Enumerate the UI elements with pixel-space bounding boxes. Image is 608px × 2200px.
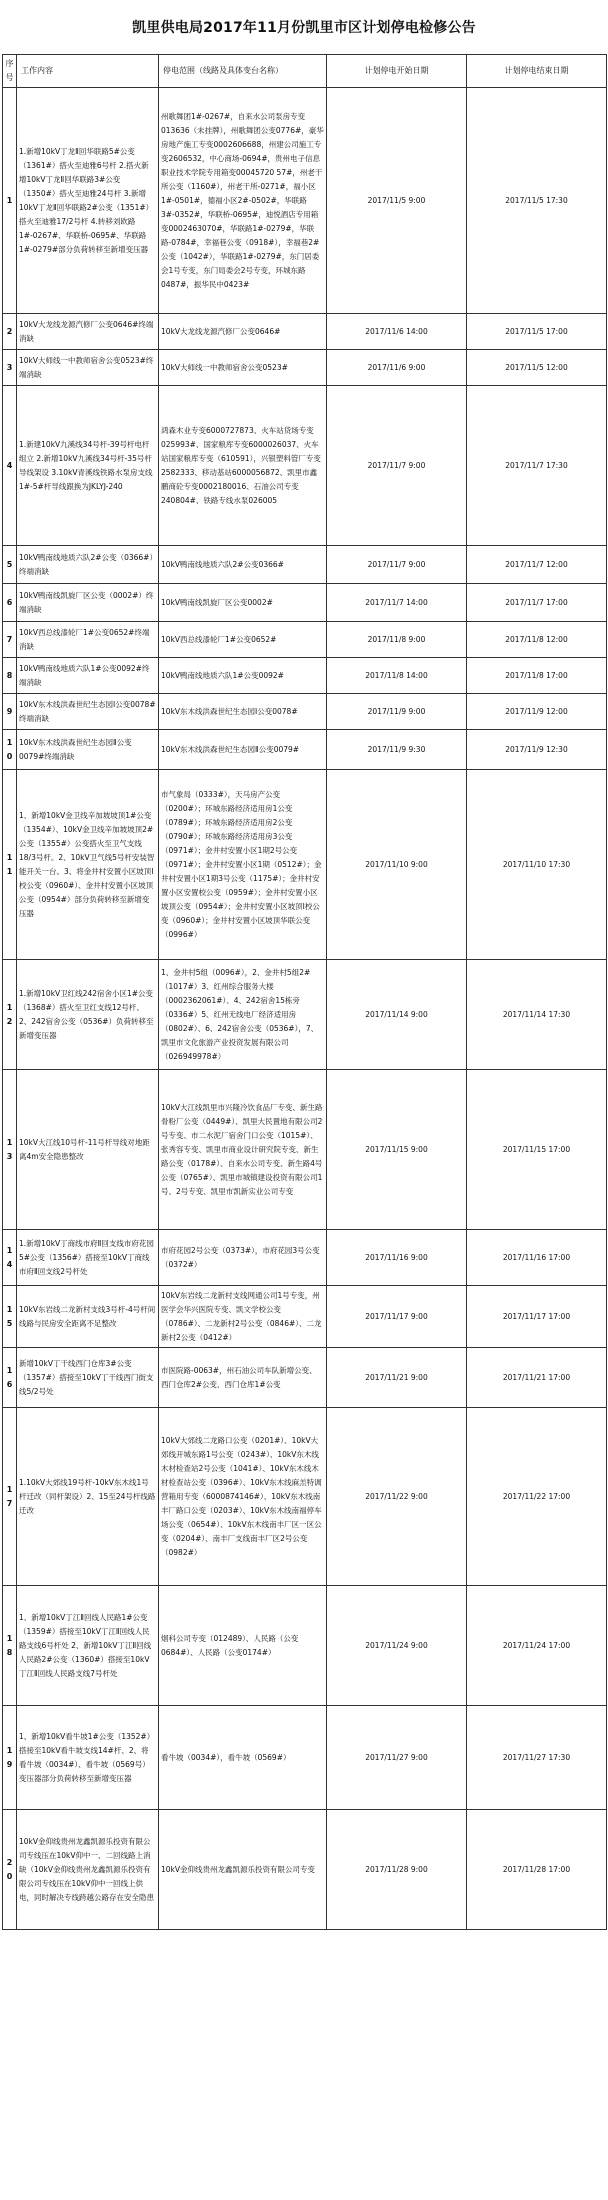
row-scope: 市府花园2号公变（0373#），市府花园3号公变（0372#） bbox=[159, 1230, 327, 1286]
row-scope: 10kV大师线一中教师宿舍公变0523# bbox=[159, 350, 327, 386]
row-seq: 12 bbox=[3, 960, 17, 1070]
outage-schedule-table bbox=[2, 54, 607, 1930]
table-row bbox=[3, 770, 607, 960]
row-seq: 15 bbox=[3, 1286, 17, 1348]
row-start: 2017/11/8 9:00 bbox=[327, 622, 467, 658]
row-scope: 烟科公司专变（012489）、人民路（公变0684#）、人民路（公变0174#） bbox=[159, 1586, 327, 1706]
row-start: 2017/11/28 9:00 bbox=[327, 1810, 467, 1930]
row-end: 2017/11/24 17:00 bbox=[467, 1586, 607, 1706]
header-scope: 停电范围（线路及具体变台名称） bbox=[159, 55, 327, 88]
row-end: 2017/11/7 17:30 bbox=[467, 386, 607, 546]
row-end: 2017/11/21 17:00 bbox=[467, 1348, 607, 1408]
row-scope: 10kV东岩线二龙新村支线网通公司1号专变，州医学会华兴医院专变、凯文学校公变（0786#）、二龙新村2号公变（0846#）、二龙新村2公变（0412#） bbox=[159, 1286, 327, 1348]
notice-title: 凯里供电局2017年11月份凯里市区计划停电检修公告 bbox=[132, 20, 476, 36]
row-scope: 10kV东木线洪森世纪生态园Ⅰ公变0078# bbox=[159, 694, 327, 730]
row-seq: 20 bbox=[3, 1810, 17, 1930]
row-work: 1、新增10kV丁江Ⅱ回线人民路1#公变（1359#）搭接至10kV丁江Ⅱ回线人民路支线6号杆处 2、新增10kV丁江Ⅱ回线人民路2#公变（1360#）搭接至10kV丁江Ⅱ回线人民路支线7号杆处 bbox=[17, 1586, 159, 1706]
row-start: 2017/11/6 9:00 bbox=[327, 350, 467, 386]
row-seq: 16 bbox=[3, 1348, 17, 1408]
row-start: 2017/11/7 14:00 bbox=[327, 584, 467, 622]
table-row bbox=[3, 1230, 607, 1286]
row-end: 2017/11/9 12:00 bbox=[467, 694, 607, 730]
row-work: 10kV东木线洪森世纪生态园Ⅰ公变0078#终端消缺 bbox=[17, 694, 159, 730]
row-scope: 州歌舞团1#-0267#，自来水公司泵房专变013636（未挂牌），州歌舞团公变0776#，豪华房地产施工专变0002606688，州建公司施工专变2606532，中心商场-0694#，贵州电子信息职业技术学院专用箱变00045720 57#，州老干所公变（1160#），州老干所-0271#，福小区1#-0501#，德福小区2#-0502#，华联路3#-0352#，华联桥-0695#，迪悦酒店专用箱变0002463070#，华联路1#-0279#，华联路-0784#，幸福巷公变（0918#），幸福巷2#公变（1042#），华联路1#-0279#，东门居委会1号专变，东门局委会2号专变，环城东路0487#，振华民中0423# bbox=[159, 88, 327, 314]
row-scope: 10kV鸭南线地质六队1#公变0092# bbox=[159, 658, 327, 694]
row-seq: 5 bbox=[3, 546, 17, 584]
row-work: 10kV金仰线贵州龙鑫凯源乐投资有限公司专线压在10kV仰中一、二回线路上消缺（10kV金仰线贵州龙鑫凯源乐投资有限公司专线压在10kV仰中一回线上供电，同时解决专线跨越公路存在安全隐患 bbox=[17, 1810, 159, 1930]
row-end: 2017/11/28 17:00 bbox=[467, 1810, 607, 1930]
row-seq: 8 bbox=[3, 658, 17, 694]
row-end: 2017/11/15 17:00 bbox=[467, 1070, 607, 1230]
row-seq: 14 bbox=[3, 1230, 17, 1286]
row-start: 2017/11/9 9:00 bbox=[327, 694, 467, 730]
row-end: 2017/11/8 12:00 bbox=[467, 622, 607, 658]
row-seq: 2 bbox=[3, 314, 17, 350]
row-scope: 10kV大龙线龙源汽修厂公变0646# bbox=[159, 314, 327, 350]
row-work: 1、新增10kV看牛坡1#公变（1352#）搭接至10kV看牛坡支线14#杆、2、将看牛坡（0034#）、看牛坡（0569号）变压器部分负荷转移至新增变压器 bbox=[17, 1706, 159, 1810]
header-start: 计划停电开始日期 bbox=[327, 55, 467, 88]
row-start: 2017/11/6 14:00 bbox=[327, 314, 467, 350]
row-start: 2017/11/15 9:00 bbox=[327, 1070, 467, 1230]
row-start: 2017/11/16 9:00 bbox=[327, 1230, 467, 1286]
row-work: 10kV鸭南线凯旋厂区公变（0002#）终端消缺 bbox=[17, 584, 159, 622]
row-scope: 10kV金仰线贵州龙鑫凯源乐投资有限公司专变 bbox=[159, 1810, 327, 1930]
row-scope: 10kV鸭南线凯旋厂区公变0002# bbox=[159, 584, 327, 622]
row-work: 10kV东岩线二龙新村支线3号杆-4号杆间线路与民房安全距离不足整改 bbox=[17, 1286, 159, 1348]
table-row bbox=[3, 1070, 607, 1230]
row-scope: 1、金井村5组（0096#），2、金井村5组2#（1017#）3、红州综合服务大楼（0002362061#）、4、242宿舍15栋旁（0336#）5、红州无线电厂经济适用房（0802#）、6、242宿舍公变（0536#），7、凯里市文化旅游产业投资发展有限公司（026949978#） bbox=[159, 960, 327, 1070]
table-row bbox=[3, 622, 607, 658]
table-row bbox=[3, 658, 607, 694]
row-scope: 10kV大郊线二龙路口公变（0201#）、10kV大郊线开城东路1号公变（0243#）、10kV东木线木材检查站2号公变（1041#）、10kV东木线木材检查站公变（0396#）、10kV东木线麻羔特调营箱用专变（6000874146#）、10kV东木线南丰厂路口公变（0203#）、10kV东木线南福停车场公变（0654#）、10kV东木线南丰厂区一区公变（0204#）、南丰厂支线南丰厂区2号公变（0982#） bbox=[159, 1408, 327, 1586]
row-start: 2017/11/24 9:00 bbox=[327, 1586, 467, 1706]
table-row bbox=[3, 584, 607, 622]
row-start: 2017/11/10 9:00 bbox=[327, 770, 467, 960]
row-work: 10kV东木线洪森世纪生态园Ⅱ公变0079#终端消缺 bbox=[17, 730, 159, 770]
row-work: 1、新增10kV金卫线辛加坡坡顶1#公变（1354#）、10kV金卫线辛加坡坡顶2#公变（1355#）公变搭火至卫气支线18/3号杆。2、10kV卫气线5号杆安装智能开关一台。3、将金井村安置小区坡顶Ⅰ校公变（0960#）、金井村安置小区坡顶公变（0954#）部分负荷转移至新增变压器 bbox=[17, 770, 159, 960]
row-end: 2017/11/5 17:00 bbox=[467, 314, 607, 350]
row-work: 10kV西总线漆轮厂1#公变0652#终端消缺 bbox=[17, 622, 159, 658]
row-start: 2017/11/22 9:00 bbox=[327, 1408, 467, 1586]
row-work: 1.新增10kV卫红线242宿舍小区1#公变（1368#）搭火至卫红支线12号杆、2、242宿舍公变（0536#）负荷转移至新增变压器 bbox=[17, 960, 159, 1070]
row-start: 2017/11/27 9:00 bbox=[327, 1706, 467, 1810]
row-seq: 9 bbox=[3, 694, 17, 730]
row-work: 10kV大江线10号杆-11号杆导线对地距离4m安全隐患整改 bbox=[17, 1070, 159, 1230]
row-end: 2017/11/22 17:00 bbox=[467, 1408, 607, 1586]
row-end: 2017/11/27 17:30 bbox=[467, 1706, 607, 1810]
row-scope: 10kV大江线凯里市兴隆冷饮食品厂专变、新生路骨粉厂公变（0449#）、凯里大民置地有限公司2号专变、市二水泥厂宿舍门口公变（1015#）、张秀容专变、凯里市商业设计研究院专变、新生路公变（0178#）、自来水公司专变、新生路4号公变（0765#）、凯里市城镇建设投资有限公司1号、2号专变、凯里市凯新实业公司专变 bbox=[159, 1070, 327, 1230]
table-row bbox=[3, 386, 607, 546]
table-row bbox=[3, 694, 607, 730]
row-end: 2017/11/14 17:30 bbox=[467, 960, 607, 1070]
table-row bbox=[3, 730, 607, 770]
row-work: 1.新增10kV丁商线市府Ⅱ回支线市府花园5#公变（1356#）搭接至10kV丁商线市府Ⅱ回支线2号杆处 bbox=[17, 1230, 159, 1286]
row-end: 2017/11/7 17:00 bbox=[467, 584, 607, 622]
table-row bbox=[3, 350, 607, 386]
row-scope: 10kV鸭南线地质六队2#公变0366# bbox=[159, 546, 327, 584]
row-seq: 1 bbox=[3, 88, 17, 314]
row-start: 2017/11/8 14:00 bbox=[327, 658, 467, 694]
row-scope: 鸿森木业专变6000727873、火车站货场专变025993#、国家粮库专变6000026037、火车站国家粮库专变（610591），兴银塑料管厂专变2582333、移动基站6000056872、凯里市鑫鹏商砼专变0002180016、石油公司专变240804#、铁路专线水泵026005 bbox=[159, 386, 327, 546]
row-seq: 3 bbox=[3, 350, 17, 386]
row-end: 2017/11/10 17:30 bbox=[467, 770, 607, 960]
row-work: 10kV鸭南线地质六队2#公变（0366#）终端消缺 bbox=[17, 546, 159, 584]
row-start: 2017/11/21 9:00 bbox=[327, 1348, 467, 1408]
header-end: 计划停电结束日期 bbox=[467, 55, 607, 88]
table-row bbox=[3, 1408, 607, 1586]
row-seq: 4 bbox=[3, 386, 17, 546]
row-seq: 6 bbox=[3, 584, 17, 622]
table-row bbox=[3, 1286, 607, 1348]
table-row bbox=[3, 1348, 607, 1408]
table-row bbox=[3, 1810, 607, 1930]
table-row bbox=[3, 88, 607, 314]
row-start: 2017/11/14 9:00 bbox=[327, 960, 467, 1070]
row-end: 2017/11/5 17:30 bbox=[467, 88, 607, 314]
row-start: 2017/11/17 9:00 bbox=[327, 1286, 467, 1348]
table-row bbox=[3, 960, 607, 1070]
row-end: 2017/11/7 12:00 bbox=[467, 546, 607, 584]
row-end: 2017/11/17 17:00 bbox=[467, 1286, 607, 1348]
row-work: 1.新建10kV九溪线34号杆-39号杆电杆组立 2.新增10kV九溪线34号杆-35号杆导线架设 3.10kV青溪线铁路水泵房支线1#-5#杆导线跟换为JKLYJ-240 bbox=[17, 386, 159, 546]
row-work: 10kV大师线一中教师宿舍公变0523#终端消缺 bbox=[17, 350, 159, 386]
row-start: 2017/11/5 9:00 bbox=[327, 88, 467, 314]
table-header-row bbox=[3, 55, 607, 88]
row-work: 10kV鸭南线地质六队1#公变0092#终端消缺 bbox=[17, 658, 159, 694]
row-scope: 市气象局（0333#），天马房产公变（0200#）；环城东路经济适用房1公变（0789#）；环城东路经济适用房2公变（0790#）；环城东路经济适用房3公变（0971#）；金井村安置小区1期2号公变（0971#）；金井村安置小区1期（0512#）；金井村安置小区1期3号公变（1175#）；金井村安置小区安置校公变（0959#）；金井村安置小区坡顶公变（0954#）；金井村安置小区坡顶Ⅰ校公变（0960#）；金井村安置小区坡顶华联公变（0996#） bbox=[159, 770, 327, 960]
row-scope: 10kV东木线洪森世纪生态园Ⅱ公变0079# bbox=[159, 730, 327, 770]
table-row bbox=[3, 1706, 607, 1810]
row-scope: 看牛坡（0034#），看牛坡（0569#） bbox=[159, 1706, 327, 1810]
row-start: 2017/11/9 9:30 bbox=[327, 730, 467, 770]
row-scope: 10kV西总线漆轮厂1#公变0652# bbox=[159, 622, 327, 658]
row-seq: 19 bbox=[3, 1706, 17, 1810]
table-row bbox=[3, 1586, 607, 1706]
row-seq: 10 bbox=[3, 730, 17, 770]
table-row bbox=[3, 546, 607, 584]
row-end: 2017/11/8 17:00 bbox=[467, 658, 607, 694]
row-seq: 13 bbox=[3, 1070, 17, 1230]
row-seq: 17 bbox=[3, 1408, 17, 1586]
row-seq: 18 bbox=[3, 1586, 17, 1706]
header-work: 工作内容 bbox=[17, 55, 159, 88]
row-seq: 11 bbox=[3, 770, 17, 960]
row-seq: 7 bbox=[3, 622, 17, 658]
table-row bbox=[3, 314, 607, 350]
row-end: 2017/11/5 12:00 bbox=[467, 350, 607, 386]
header-seq: 序号 bbox=[3, 55, 17, 88]
row-work: 1.新增10kV丁龙Ⅱ回华联路5#公变（1361#）搭火至迪雅6号杆 2.搭火新增10kV丁龙Ⅱ回华联路3#公变（1350#）搭火至迪雅24号杆 3.新增10kV丁龙Ⅱ回华联路2#公变（1351#）搭火至迪雅17/2号杆 4.转移刘欧路1#-0267#、华联桥-0695#、华联路1#-0279#部分负荷转移至新增变压器 bbox=[17, 88, 159, 314]
row-work: 新增10kV丁干线西门仓库3#公变（1357#）搭接至10kV丁干线西门街支线5/2号处 bbox=[17, 1348, 159, 1408]
row-end: 2017/11/9 12:30 bbox=[467, 730, 607, 770]
row-start: 2017/11/7 9:00 bbox=[327, 386, 467, 546]
row-start: 2017/11/7 9:00 bbox=[327, 546, 467, 584]
row-work: 1.10kV大郊线19号杆-10kV东木线1号杆迁改（同杆架设）2、15至24号杆线路迁改 bbox=[17, 1408, 159, 1586]
row-end: 2017/11/16 17:00 bbox=[467, 1230, 607, 1286]
row-scope: 市医院路-0063#，州石油公司车队新增公变、西门仓库2#公变、西门仓库1#公变 bbox=[159, 1348, 327, 1408]
row-work: 10kV大龙线龙源汽修厂公变0646#终端消缺 bbox=[17, 314, 159, 350]
